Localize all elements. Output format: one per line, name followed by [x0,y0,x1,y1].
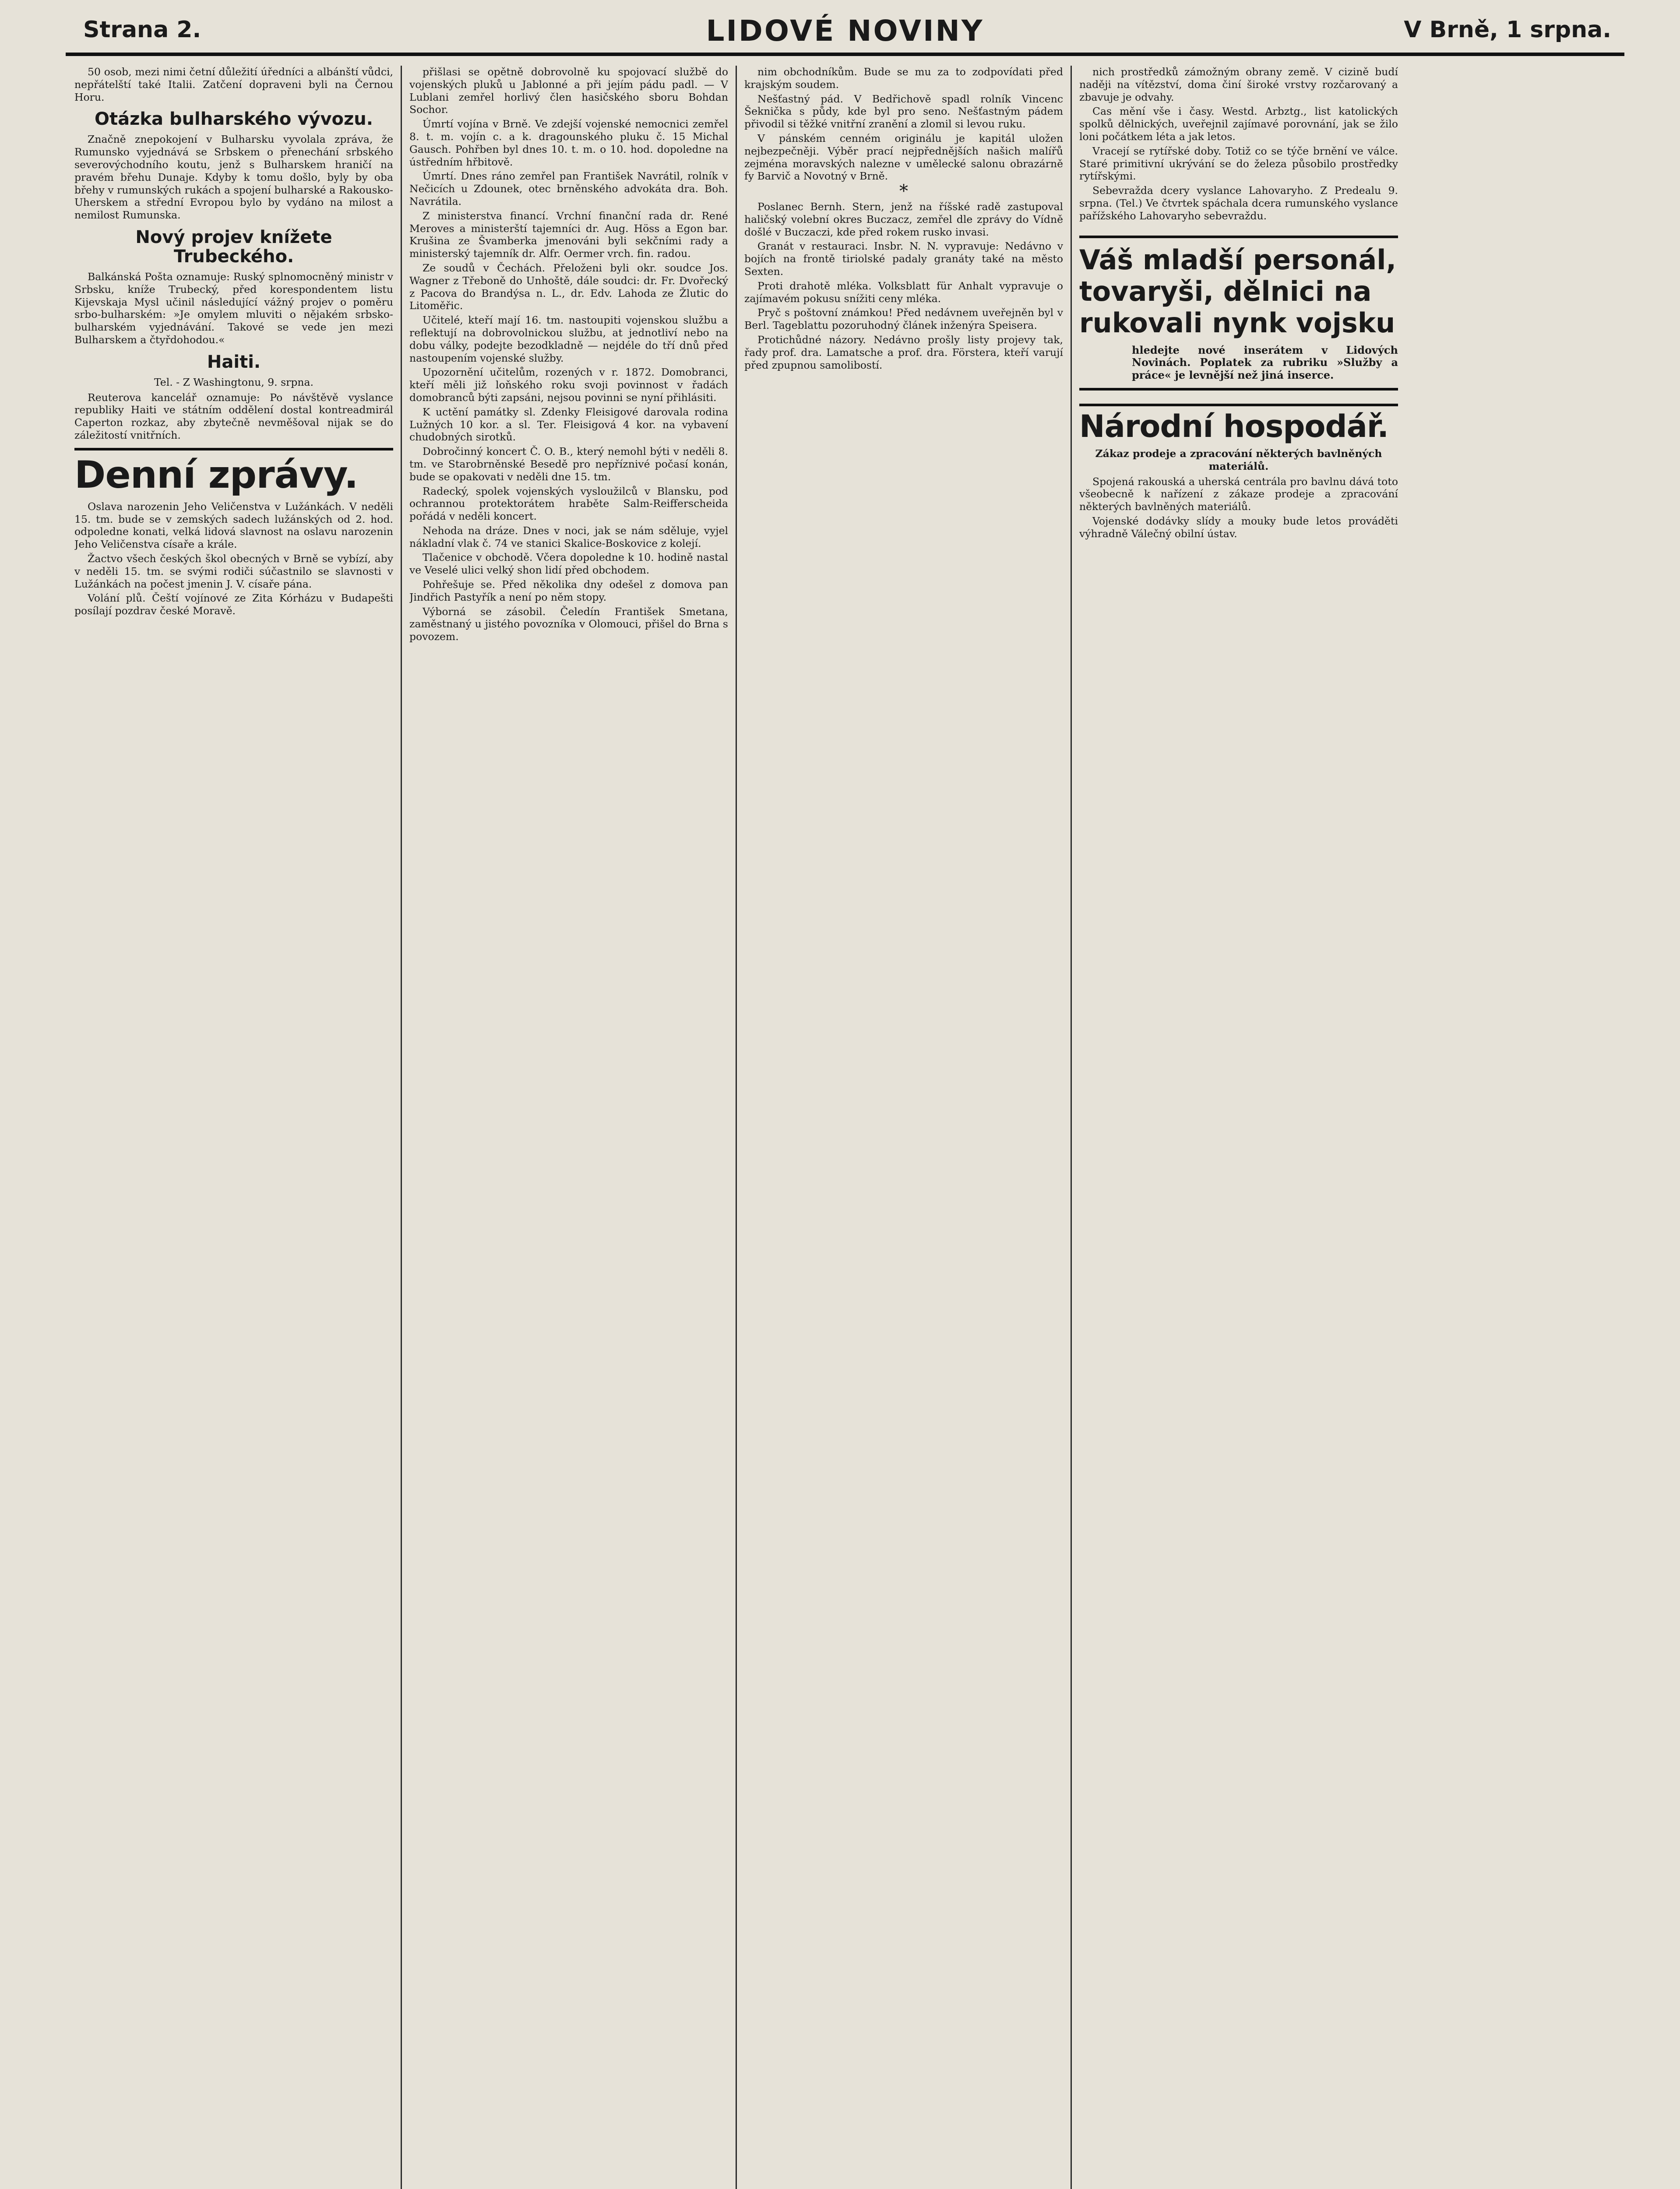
col3-paragraph-8: Protichůdné názory. Nedávno prošly listy projevy tak, řady prof. dra. Lamatsche a prof. dra. Förstera, kteří varují před zpupnou samolibostí. [744,333,1063,371]
col1-dateline: Tel. - Z Washingtonu, 9. srpna. [154,376,314,388]
column-divider [736,66,737,2189]
col3-paragraph-3: V pánském cenném originálu je kapitál uložen nejbezpečněji. Výběr prací nejpřednějších našich malířů zejména moravských nalezne v umělecké salonu obrazárně fy Barvič a Novotný v Brně. [744,132,1063,183]
col2-paragraph-1: přišlasi se opětně dobrovolně ku spojovací službě do vojenských pluků u Jablonné a při jejím pádu padl. — V Lublani zemřel horlivý člen hasičského sboru Bohdan Sochor. [409,66,728,116]
column-4 [1079,66,1398,2189]
col2-paragraph-9: Dobročinný koncert Č. O. B., který nemohl býti v neděli 8. tm. ve Starobrněnské Besedě pro nepříznivé počasí konán, bude se opakovati v neděli dne 15. tm. [409,445,728,483]
col1-paragraph-4: Oslava narozenin Jeho Veličenstva v Lužánkách. V neděli 15. tm. bude se v zemských sadech lužánských od 2. hod. odpoledne konati, velká lidová slavnost na oslavu narozenin Jeho Veličenstva císaře a krále. [74,500,393,551]
col2-paragraph-12: Tlačenice v obchodě. Včera dopoledne k 10. hodině nastal ve Veselé ulici velký shon lidí před obchodem. [409,551,728,577]
col2-paragraph-2: Úmrtí vojína v Brně. Ve zdejší vojenské nemocnici zemřel 8. t. m. vojín c. a k. dragounského pluku č. 15 Michal Gausch. Pohřben byl dnes 10. t. m. o 10. hod. dopoledne na ústředním hřbitově. [409,118,728,168]
col1-paragraph-2: Balkánská Pošta oznamuje: Ruský splnomocněný ministr v Srbsku, kníže Trubecký, před korespondentem listu Kijevskaja Mysl učinil následující vážný projev o poměru srbo-bulharském: »Je omylem mluviti o nějakém srbsko-bulharském vyjednávání. Takové se vede jen mezi Bulharskem a čtyřdohodou.« [74,270,393,346]
col1-lead: 50 osob, mezi nimi četní důležití úředníci a albánští vůdci, nepřátelští také Italii. Zatčení dopraveni byli na Černou Horu. [74,66,393,103]
col4-paragraph-6: Vojenské dodávky slídy a mouky bude letos prováděti výhradně Válečný obilní ústav. [1079,514,1398,540]
column-3 [744,66,1063,2189]
col2-paragraph-4: Z ministerstva financí. Vrchní finanční rada dr. René Meroves a ministerští tajemníci dr. Aug. Höss a Egon bar. Krušina ze Švamberka jmenováni byli sekčními rady a ministerský tajemník dr. Alfr. Oermer vrch. fin. radou. [409,209,728,260]
col1-heading-3: Haiti. [207,352,261,372]
col2-paragraph-13: Pohřešuje se. Před několika dny odešel z domova pan Jindřich Pastyřík a není po něm stopy. [409,578,728,603]
column-2 [409,66,728,2189]
col4-paragraph-1: nich prostředků zámožným obrany země. V cizině budí naději na vítězství, doma činí široké vrstvy rozčarovaný a zbavuje je odvahy. [1079,66,1398,103]
page-number: Strana 2. [83,17,201,43]
col2-paragraph-8: K uctění památky sl. Zdenky Fleisigové darovala rodina Lužných 10 kor. a sl. Ter. Fleisigová 4 kor. na vybavení chudobných sirotků. [409,405,728,443]
col1-paragraph-3: Reuterova kancelář oznamuje: Po návštěvě vyslance republiky Haiti ve státním oddělení dostal kontreadmirál Caperton rozkaz, aby zbytečně nevměšoval nijak se do záležitostí vnitřních. [74,391,393,441]
col2-paragraph-14: Výborná se zásobil. Čeledín František Smetana, zaměstnaný u jistého povozníka v Olomouci, přišel do Brna s povozem. [409,605,728,643]
col3-paragraph-6: Proti drahotě mléka. Volksblatt für Anhalt vypravuje o zajímavém pokusu snížiti ceny mléka. [744,279,1063,305]
column-divider [401,66,402,2189]
ad-headline: Váš mladší personál, tovaryši, dělnici na rukovali nynk vojsku [1079,243,1397,339]
col4-paragraph-3: Vracejí se rytířské doby. Totiž co se týče brnění ve válce. Staré primitivní ukrývání se do železa působilo prostředky rytířskými. [1079,144,1398,183]
column-1 [74,66,393,2189]
col2-paragraph-6: Učitelé, kteří mají 16. tm. nastoupiti vojenskou službu a reflektují na dobrovolnickou službu, at jednotliví nebo na dobu války, podejte bezodkladně — nejdéle do tří dnů před nastoupením vojenské služby. [409,314,728,364]
section-title-denni-zpravy: Denní zprávy. [74,448,393,497]
col2-paragraph-11: Nehoda na dráze. Dnes v noci, jak se nám sděluje, vyjel nákladní vlak č. 74 ve stanici Skalice-Boskovice z kolejí. [409,524,728,549]
col1-heading-1: Otázka bulharského vývozu. [95,109,373,130]
column-divider [1071,66,1072,2189]
col1-paragraph-6: Volání plů. Čeští vojínové ze Zita Kórházu v Budapešti posílají pozdrav české Moravě. [74,592,393,617]
issue-date: V Brně, 1 srpna. [1404,17,1611,43]
separator-asterisk: * [899,181,908,202]
col4-paragraph-4: Sebevražda dcery vyslance Lahovaryho. Z Predealu 9. srpna. (Tel.) Ve čtvrtek spáchala dcera rumunského vyslance pařížského Lahovaryho sebevraždu. [1079,184,1398,222]
col3-paragraph-7: Pryč s poštovní známkou! Před nedávnem uveřejněn byl v Berl. Tageblattu pozoruhodný článek inženýra Speisera. [744,306,1063,332]
col4-paragraph-5: Spojená rakouská a uherská centrála pro bavlnu dává toto všeobecně k nařízení z zákaze prodeje a zpracování některých bavlněných materiálů. [1079,475,1398,513]
masthead [66,12,1624,56]
col4-paragraph-2: Cas mění vše i časy. Westd. Arbztg., list katolických spolků dělnických, uveřejnil zajímavé porovnání, jak se žilo loni počátkem léta a jak letos. [1079,105,1398,143]
ad-body: hledejte nové inserátem v Lidových Novinách. Poplatek za rubriku »Služby a práce« je levnější než jiná inserce. [1132,343,1398,382]
col3-paragraph-1: nim obchodníkům. Bude se mu za to zodpovídati před krajským soudem. [744,66,1063,91]
col2-paragraph-3: Úmrtí. Dnes ráno zemřel pan František Navrátil, rolník v Nečicích u Zdounek, otec brněnského advokáta dra. Boh. Navrátila. [409,170,728,208]
col2-paragraph-5: Ze soudů v Čechách. Přeloženi byli okr. soudce Jos. Wagner z Třeboně do Unhoště, dále soudci: dr. Fr. Dvořecký z Pacova do Brandýsa n. L., dr. Edv. Lahoda ze Žlutic do Litoměřic. [409,261,728,312]
col1-paragraph-5: Žactvo všech českých škol obecných v Brně se vybízí, aby v neděli 15. tm. se svými rodiči súčastnilo se slavnosti v Lužánkách na počest jmenin J. V. císaře pána. [74,552,393,590]
col2-paragraph-10: Radecký, spolek vojenských vysloužilců v Blansku, pod ochrannou protektorátem hraběte Salm-Reifferscheida pořádá v neděli koncert. [409,485,728,523]
col1-paragraph-1: Značně znepokojení v Bulharsku vyvolala zpráva, že Rumunsko vyjednává se Srbskem o přenechání srbského severovýchodního koutu, jenž s Bulharskem hraničí na pravém břehu Dunaje. Kdyby k tomu došlo, byly by oba břehy v rumunských rukách a spojení bulharské a Rakousko-Uherskem a střední Evropou bylo by vydáno na milost a nemilost Rumunska. [74,133,393,222]
col3-paragraph-4: Poslanec Bernh. Stern, jenž na říšské radě zastupoval haličský volební okres Buczacz, zemřel dle zprávy do Vídně došlé v Buczaczi, kde před rokem rusko invasi. [744,200,1063,238]
col4-subheading: Zákaz prodeje a zpracování některých bavlněných materiálů. [1095,447,1382,472]
col1-heading-2: Nový projev knížete Trubeckého. [135,227,332,267]
section-title-narodni-hospodar: Národní hospodář. [1079,404,1398,444]
col2-paragraph-7: Upozornění učitelům, rozených v r. 1872. Domobranci, kteří měli již loňského roku svoji povinnost v řadách domobranců býti zapsáni, nejsou povinni se nyní přihlásiti. [409,366,728,404]
newspaper-title: LIDOVÉ NOVINY [706,14,984,48]
classified-ad [1079,236,1398,391]
col3-paragraph-5: Granát v restauraci. Insbr. N. N. vypravuje: Nedávno v bojích na frontě tiriolské padaly granáty také na město Sexten. [744,240,1063,278]
col3-paragraph-2: Nešťastný pád. V Bedřichově spadl rolník Vincenc Šeknička s půdy, kde byl pro seno. Nešťastným pádem přivodil si těžké vnitřní zranění a zlomil si levou ruku. [744,92,1063,130]
